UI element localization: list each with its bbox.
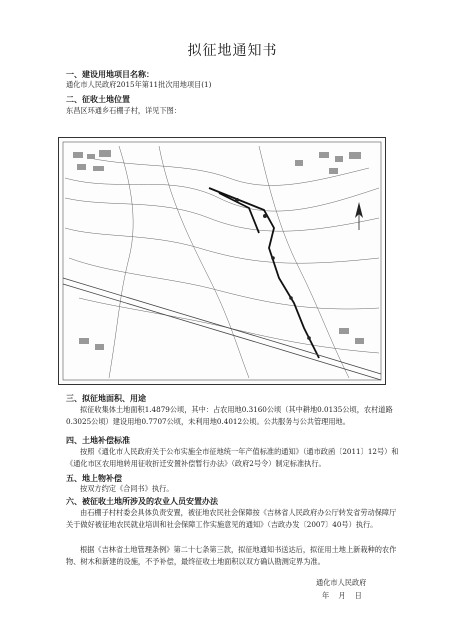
section-2-text: 东昌区环通乡石棚子村，详见下图：: [66, 106, 182, 115]
signature-org: 通化市人民政府: [316, 578, 367, 587]
map-drawing: [59, 138, 385, 384]
signature-date: 年 月 日: [322, 591, 362, 600]
section-6-text: 由石棚子村村委会具体负责安置，被征地农民社会保障按《吉林省人民政府办公厅转发省劳动保障厅关于做好被征地农民就业培训和社会保障工作实施意见的通知》（吉政办发〔2007〕40号）执行。: [66, 508, 397, 529]
section-4-text: 按照《通化市人民政府关于公布实施全市征地统一年产值标准的通知》（通市政函〔2011〕12号）和《通化市区农用地转用征收折迁安置补偿暂行办法》（政府2号令）制定标准执行。: [66, 447, 399, 468]
section-3-heading: 三、拟征地面积、用途: [66, 394, 146, 403]
section-6-text-2: 根据《吉林省土地管理条例》第二十七条第三款，拟征地通知书送达后，拟征用土地上新栽种的农作物、树木和新建的设施，不予补偿，最终征收土地面积以双方确认勘测定界为准。: [66, 545, 397, 566]
section-5-heading: 五、地上物补偿: [66, 474, 122, 483]
section-5-text: 按双方约定《合同书》执行。: [80, 484, 174, 493]
section-3-text: 拟征收集体土地面积1.4879公顷，其中：占农用地0.3160公顷（其中耕地0.0135公顷，农村道路0.3025公顷）建设用地0.7707公顷，未利用地0.4012公顷。公共服务与公共管理用地。: [66, 405, 393, 426]
section-4-heading: 四、土地补偿标准: [66, 436, 130, 445]
land-location-map: [58, 137, 386, 385]
section-6-heading: 六、被征收土地所涉及的农业人员安置办法: [66, 497, 218, 506]
section-1-text: 通化市人民政府2015年第11批次用地项目(1): [66, 80, 212, 89]
north-arrow-icon: [355, 202, 363, 230]
section-2-heading: 二、征收土地位置: [66, 95, 130, 104]
section-1-heading: 一、建设用地项目名称：: [66, 70, 154, 79]
document-title: 拟征地通知书: [187, 43, 278, 59]
